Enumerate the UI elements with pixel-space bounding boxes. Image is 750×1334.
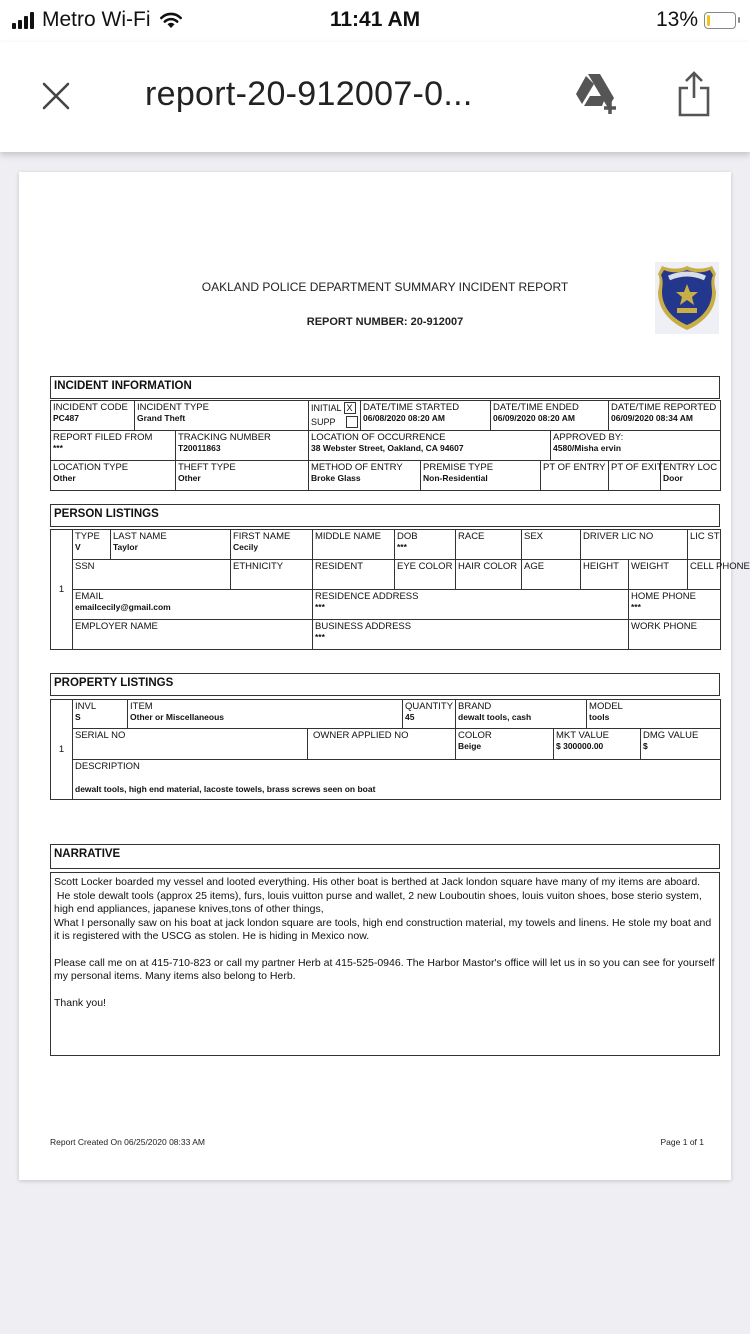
status-time: 11:41 AM (329, 8, 421, 31)
employer-cell: EMPLOYER NAME (73, 620, 313, 650)
type-cell: TYPE V (73, 530, 111, 560)
eye-color-cell: EYE COLOR (395, 560, 456, 590)
narrative-paragraph: Thank you! (54, 996, 106, 1009)
incident-table (50, 400, 721, 491)
pt-exit-cell: PT OF EXIT (609, 461, 661, 491)
ssn-cell: SSN (73, 560, 231, 590)
first-name-cell: FIRST NAME Cecily (231, 530, 313, 560)
supp-checkbox (346, 416, 358, 428)
location-cell: LOCATION OF OCCURRENCE 38 Webster Street, Oakland, CA 94607 (309, 431, 551, 461)
tracking-cell: TRACKING NUMBER T20011863 (176, 431, 309, 461)
business-address-cell: BUSINESS ADDRESS *** (313, 620, 629, 650)
narrative-paragraph: He stole dewalt tools (approx 25 items), furs, louis vuitton purse and wallet, 2 new Louboutin shoes, louis vuiton shoes, bose sterio system, high end appliances, japanese knives,tons of other things, (54, 889, 705, 915)
report-created-footer: Report Created On 06/25/2020 08:33 AM (50, 1137, 205, 1147)
property-row-number: 1 (51, 700, 73, 800)
status-bar (0, 0, 750, 42)
property-table (50, 699, 721, 800)
section-header-narrative: NARRATIVE (50, 844, 720, 869)
narrative-paragraph: Please call me on at 415-710-823 or call my partner Herb at 415-525-0946. The Harbor Mastor's office will let us in so you can see for yourself my personal items. Many items also belong to Herb. (54, 956, 715, 982)
sex-cell: SEX (522, 530, 581, 560)
date-reported-cell: DATE/TIME REPORTED 06/09/2020 08:34 AM (609, 401, 721, 431)
dmg-value-cell: DMG VALUE $ (641, 729, 721, 760)
invl-cell: INVL S (73, 700, 128, 729)
narrative-paragraph: Scott Locker boarded my vessel and looted everything. His other boat is berthed at Jack london square have many of my items are aboard. (54, 876, 701, 888)
quantity-cell: QUANTITY 45 (403, 700, 456, 729)
battery-fill (707, 15, 710, 26)
initial-checkbox: X (344, 402, 356, 414)
section-header-person: PERSON LISTINGS (50, 504, 720, 527)
page-number-footer: Page 1 of 1 (660, 1137, 704, 1147)
close-icon[interactable] (40, 80, 72, 112)
mkt-value-cell: MKT VALUE $ 300000.00 (554, 729, 641, 760)
item-cell: ITEM Other or Miscellaneous (128, 700, 403, 729)
age-cell: AGE (522, 560, 581, 590)
document-title: report-20-912007-0... (145, 75, 473, 113)
resident-cell: RESIDENT (313, 560, 395, 590)
work-phone-cell: WORK PHONE (629, 620, 721, 650)
ethnicity-cell: ETHNICITY (231, 560, 313, 590)
location-type-cell: LOCATION TYPE Other (51, 461, 176, 491)
race-cell: RACE (456, 530, 522, 560)
home-phone-cell: HOME PHONE *** (629, 590, 721, 620)
entry-loc-cell: ENTRY LOC Door (661, 461, 721, 491)
initial-supp-cell: INITIAL X SUPP (309, 401, 361, 431)
section-header-incident: INCIDENT INFORMATION (50, 376, 720, 399)
model-cell: MODEL tools (587, 700, 721, 729)
height-cell: HEIGHT (581, 560, 629, 590)
section-header-property: PROPERTY LISTINGS (50, 673, 720, 696)
hair-color-cell: HAIR COLOR (456, 560, 522, 590)
weight-cell: WEIGHT (629, 560, 688, 590)
incident-code-cell: INCIDENT CODE PC487 (51, 401, 135, 431)
premise-type-cell: PREMISE TYPE Non-Residential (421, 461, 541, 491)
middle-name-cell: MIDDLE NAME (313, 530, 395, 560)
carrier-name: Metro Wi-Fi (42, 8, 151, 31)
add-to-drive-icon[interactable] (574, 72, 622, 116)
narrative-text (50, 872, 720, 1056)
person-table (50, 529, 750, 650)
theft-type-cell: THEFT TYPE Other (176, 461, 309, 491)
approved-cell: APPROVED BY: 4580/Misha ervin (551, 431, 721, 461)
email-cell: EMAIL emailcecily@gmail.com (73, 590, 313, 620)
method-entry-cell: METHOD OF ENTRY Broke Glass (309, 461, 421, 491)
share-icon[interactable] (676, 70, 712, 118)
report-title: OAKLAND POLICE DEPARTMENT SUMMARY INCIDENT REPORT (201, 280, 569, 294)
last-name-cell: LAST NAME Taylor (111, 530, 231, 560)
document-page (19, 172, 750, 1180)
dob-cell: DOB *** (395, 530, 456, 560)
incident-type-cell: INCIDENT TYPE Grand Theft (135, 401, 309, 431)
brand-cell: BRAND dewalt tools, cash (456, 700, 587, 729)
date-started-cell: DATE/TIME STARTED 06/08/2020 08:20 AM (361, 401, 491, 431)
police-badge-logo (655, 262, 719, 334)
description-cell: DESCRIPTION dewalt tools, high end material, lacoste towels, brass screws seen on boat (73, 760, 721, 800)
viewer-toolbar (0, 42, 750, 152)
driver-lic-cell: DRIVER LIC NO (581, 530, 688, 560)
owner-applied-cell: OWNER APPLIED NO (308, 729, 456, 760)
date-ended-cell: DATE/TIME ENDED 06/09/2020 08:20 AM (491, 401, 609, 431)
battery-percent: 13% (655, 8, 698, 31)
report-number: REPORT NUMBER: 20-912007 (306, 316, 464, 328)
narrative-paragraph: What I personally saw on his boat at jack london square are tools, high end construction material, my towels and linens. He stole my boat and it is registered with the USCG as stolen. He is hiding in Mexico now. (54, 916, 712, 942)
person-row-number: 1 (51, 530, 73, 650)
residence-address-cell: RESIDENCE ADDRESS *** (313, 590, 629, 620)
lic-st-cell: LIC ST (688, 530, 721, 560)
filed-from-cell: REPORT FILED FROM *** (51, 431, 176, 461)
serial-no-cell: SERIAL NO (73, 729, 308, 760)
pt-entry-cell: PT OF ENTRY (541, 461, 609, 491)
cell-phone-cell: CELL PHONE (688, 560, 721, 590)
battery-icon (704, 12, 736, 29)
color-cell: COLOR Beige (456, 729, 554, 760)
